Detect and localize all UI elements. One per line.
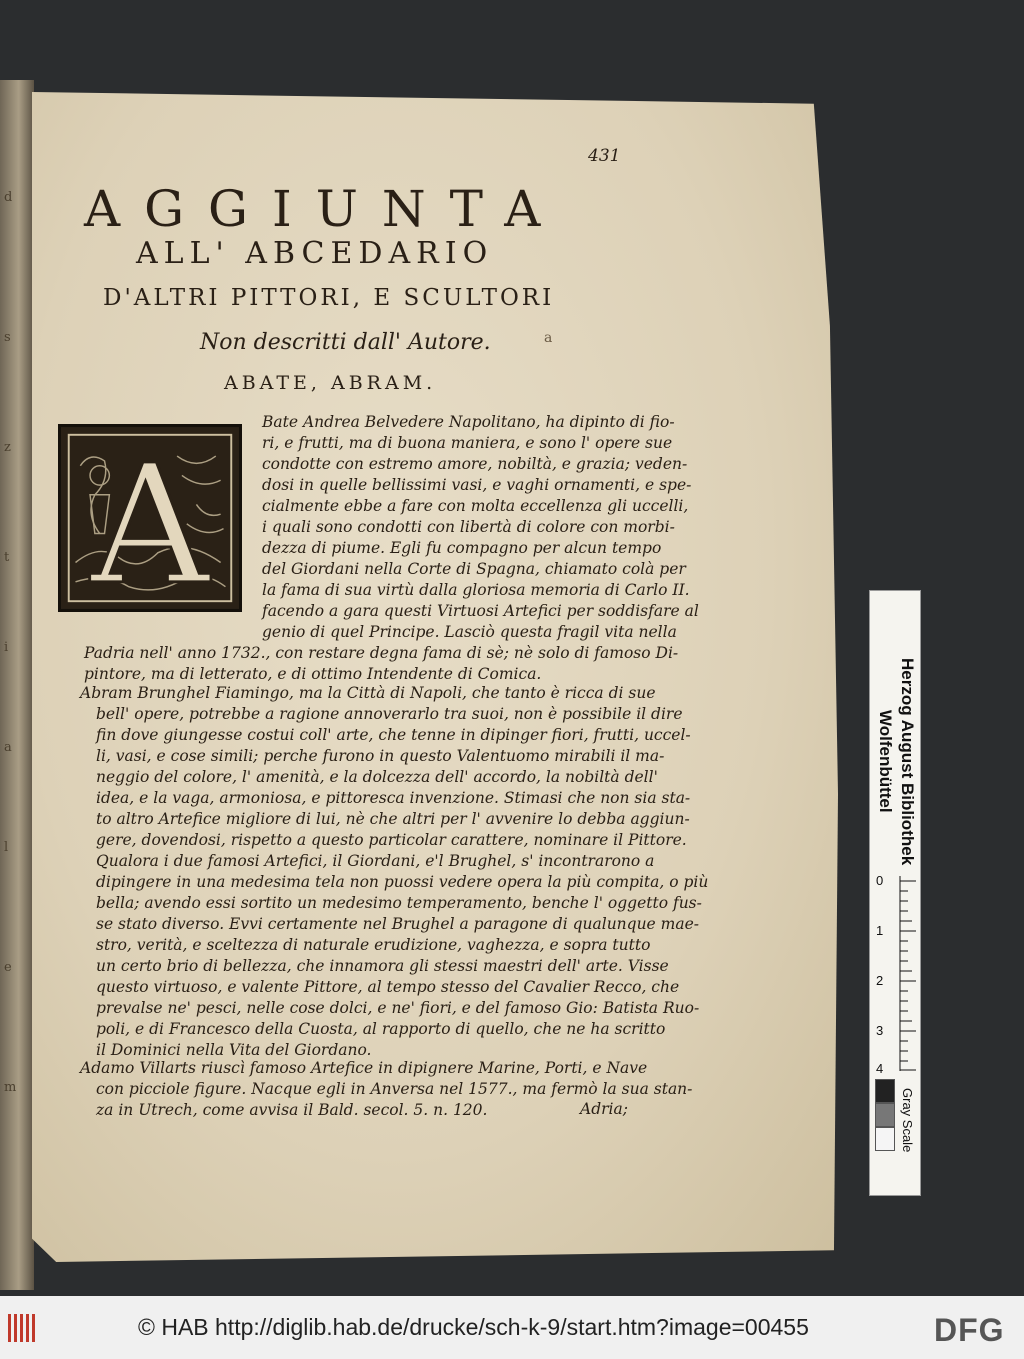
text-after-initial — [84, 622, 678, 685]
gray-cell-mid — [875, 1103, 895, 1127]
text-line: neggio del colore, l' amenità, e la dolcezza dell' accordo, la nobiltà dell' — [96, 768, 658, 786]
initial-letter: A — [90, 428, 210, 609]
ruler-number: 1 — [876, 923, 884, 938]
text-line: ri, e frutti, ma di buona maniera, e sono l' opere sue — [262, 434, 673, 452]
text-line: se stato diverso. Evvi certamente nel Brughel a paragone di qualunque mae- — [96, 915, 700, 933]
prev-page-fragment: m — [4, 1080, 17, 1095]
text-line: i quali sono condotti con libertà di colore con morbi- — [262, 518, 675, 536]
text-line: Abram Brunghel Fiamingo, ma la Città di Napoli, che tanto è ricca di sue — [80, 684, 656, 702]
text-line: dosi in quelle bellissimi vasi, e vaghi ornamenti, e spe- — [262, 476, 692, 494]
subtitle-abcedario: ALL' ABCEDARIO — [136, 236, 494, 271]
ruler — [898, 876, 918, 1071]
text-line: gere, dovendosi, rispetto a questo particolar carattere, nominare il Pittore. — [96, 831, 687, 849]
text-line: bell' opere, potrebbe a ragione annoverarlo tra suoi, non è possibile il dire — [96, 705, 683, 723]
subtitle-pittori: D'ALTRI PITTORI, E SCULTORI — [103, 285, 555, 311]
text-line: un certo brio di bellezza, che innamora gli stessi maestri dell' arte. Visse — [96, 957, 669, 975]
text-line: za in Utrech, come avvisa il Bald. secol. 5. n. 120. — [96, 1101, 488, 1119]
text-line: bella; avendo essi sortito un medesimo temperamento, benche l' oggetto fus- — [96, 894, 702, 912]
text-line: genio di quel Principe. Lasciò questa fragil vita nella — [262, 623, 677, 641]
prev-page-fragment: e — [4, 960, 12, 975]
paragraph-abram-brunghel — [80, 683, 708, 1061]
gray-cell-light — [875, 1127, 895, 1151]
decorated-initial — [58, 424, 242, 612]
prev-page-fragment: t — [4, 550, 10, 565]
ruler-number: 0 — [876, 873, 884, 888]
text-line: Padria nell' anno 1732., con restare degna fama di sè; nè solo di famoso Di- — [84, 644, 679, 662]
ruler-number: 3 — [876, 1023, 884, 1038]
text-line: facendo a gara questi Virtuosi Artefici per soddisfare al — [262, 602, 699, 620]
woodcut-initial-image — [61, 427, 239, 609]
ruler-ticks — [898, 876, 918, 1071]
library-name-line-1: Herzog August Bibliothek — [898, 657, 917, 866]
prev-page-fragment: i — [4, 640, 9, 655]
previous-page-edge — [0, 80, 34, 1290]
text-line: la fama di sua virtù dalla gloriosa memoria di Carlo II. — [262, 581, 690, 599]
prev-page-fragment: l — [4, 840, 9, 855]
subtitle-non-descritti: Non descritti dall' Autore. — [200, 330, 491, 355]
text-line: li, vasi, e cose simili; perche furono in questo Valentuomo mirabili il ma- — [96, 747, 665, 765]
ruler-number: 4 — [876, 1061, 884, 1076]
text-line: Qualora i due famosi Artefici, il Giordani, e'l Brughel, s' incontrarono a — [96, 852, 655, 870]
copyright-link[interactable]: © HAB http://diglib.hab.de/drucke/sch-k-9/start.htm?image=00455 — [138, 1314, 809, 1340]
text-line: Bate Andrea Belvedere Napolitano, ha dipinto di fio- — [262, 413, 675, 431]
text-line: fin dove giungesse costui coll' arte, che tenne in dipinger fiori, frutti, uccel- — [96, 726, 691, 744]
text-line: questo virtuoso, e valente Pittore, al tempo stesso del Cavalier Recco, che — [96, 978, 680, 996]
text-line: poli, e di Francesco della Cuosta, al rapporto di quello, che ne ha scritto — [96, 1020, 666, 1038]
color-scale-bar — [869, 590, 921, 1196]
text-line: to altro Artefice migliore di lui, nè che altri per l' avvenire lo debba aggiun- — [96, 810, 690, 828]
library-name-line-2: Wolfenbüttel — [876, 710, 895, 813]
catchword: Adria; — [580, 1100, 628, 1118]
text-line: del Giordani nella Corte di Spagna, chiamato colà per — [262, 560, 686, 578]
ruler-number: 2 — [876, 973, 884, 988]
gray-scale-cells — [875, 1079, 895, 1151]
footer-bar — [0, 1296, 1024, 1359]
prev-page-fragment: z — [4, 440, 11, 455]
text-line: idea, e la vaga, armoniosa, e pittoresca invenzione. Stimasi che non sia sta- — [96, 789, 691, 807]
text-line: prevalse ne' pesci, nelle cose dolci, e ne' fiori, e del famoso Gio: Batista Ruo- — [96, 999, 700, 1017]
text-line: cialmente ebbe a fare con molta eccellenza gli uccelli, — [262, 497, 689, 515]
section-heading: ABATE, ABRAM. — [224, 372, 437, 394]
text-line: condotte con estremo amore, nobiltà, e grazia; veden- — [262, 455, 688, 473]
dfg-logo: DFG — [934, 1312, 1005, 1348]
page-number: 431 — [588, 146, 621, 166]
prev-page-fragment: s — [4, 330, 11, 345]
gray-scale-label: Gray Scale — [900, 1088, 915, 1153]
margin-mark: a — [544, 330, 553, 346]
text-line: dezza di piume. Egli fu compagno per alcun tempo — [262, 539, 662, 557]
text-line: Adamo Villarts riuscì famoso Artefice in dipignere Marine, Porti, e Nave — [80, 1059, 648, 1077]
hab-barcode-icon — [8, 1314, 38, 1342]
page-title: AGGIUNTA — [84, 180, 565, 238]
text-beside-initial — [262, 412, 699, 622]
text-line: il Dominici nella Vita del Giordano. — [96, 1041, 372, 1059]
prev-page-fragment: a — [4, 740, 12, 755]
text-line: pintore, ma di letterato, e di ottimo Intendente di Comica. — [84, 665, 542, 683]
text-line: con picciole figure. Nacque egli in Anversa nel 1577., ma fermò la sua stan- — [96, 1080, 693, 1098]
text-line: stro, verità, e sceltezza di naturale erudizione, vaghezza, e sopra tutto — [96, 936, 651, 954]
prev-page-fragment: d — [4, 190, 13, 205]
gray-cell-dark — [875, 1079, 895, 1103]
text-line: dipingere in una medesima tela non puossi vedere opera la più compita, o più — [96, 873, 709, 891]
